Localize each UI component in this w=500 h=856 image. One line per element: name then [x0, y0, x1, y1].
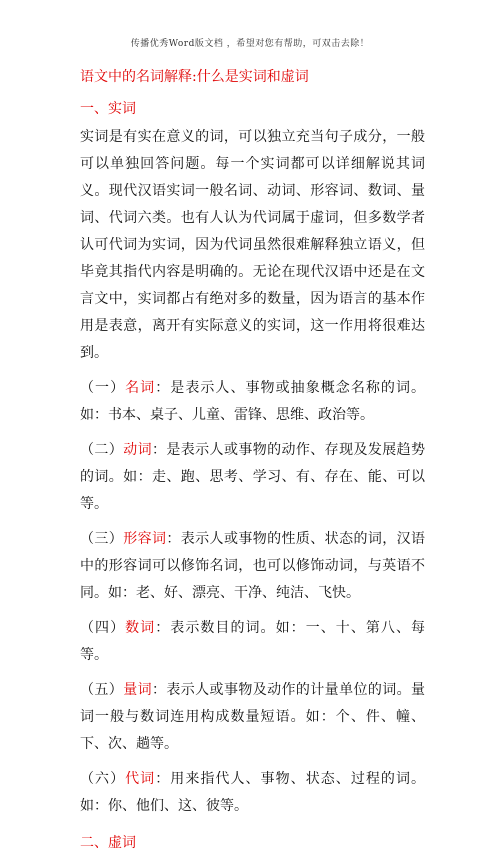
- list-item-daici: [80, 766, 425, 820]
- item-text: ：表示人或事物的性质、状态的词，汉语中的形容词可以修饰名词，也可以修饰动词，与英语不同。如：老、好、漂亮、干净、纯洁、飞快。: [80, 531, 426, 601]
- item-text: ：是表示人、事物或抽象概念名称的词。如：书本、桌子、儿童、雷锋、思维、政治等。: [80, 380, 426, 423]
- item-term: 代词: [125, 771, 156, 787]
- item-text: ：表示人或事物及动作的计量单位的词。量词一般与数词连用构成数量短语。如：个、件、幢、下、次、趟等。: [80, 682, 426, 752]
- item-prefix: （六）: [80, 771, 126, 787]
- item-term: 形容词: [123, 531, 167, 547]
- list-item-xingrongci: [80, 526, 425, 607]
- list-item-liangci: [80, 677, 425, 758]
- list-item-dongci: [80, 437, 425, 518]
- section-paragraph-shici: 实词是有实在意义的词，可以独立充当句子成分，一般可以单独回答问题。每一个实词都可以详细解说其词义。现代汉语实词一般名词、动词、形容词、数词、量词、代词六类。也有人认为代词属于虚词，但多数学者认可代词为实词，因为代词虽然很难解释独立语义，但毕竟其指代内容是明确的。无论在现代汉语中还是在文言文中，实词都占有绝对多的数量，因为语言的基本作用是表意，离开有实际意义的实词，这一作用将很难达到。: [80, 129, 425, 361]
- list-item-shuci: [80, 615, 425, 669]
- section-heading-xuci: 二、虚词: [80, 835, 136, 851]
- item-prefix: （一）: [80, 380, 126, 396]
- item-text: ：是表示人或事物的动作、存现及发展趋势的词。如：走、跑、思考、学习、有、存在、能、可以等。: [80, 442, 426, 512]
- item-prefix: （二）: [80, 442, 124, 458]
- document-title: 语文中的名词解释:什么是实词和虚词: [80, 69, 309, 85]
- item-prefix: （四）: [80, 620, 126, 636]
- document-body: [80, 64, 425, 856]
- item-text: ：表示数目的词。如：一、十、第八、每等。: [80, 620, 426, 663]
- item-prefix: （三）: [80, 531, 124, 547]
- item-term: 动词: [123, 442, 152, 458]
- item-term: 量词: [123, 682, 152, 698]
- item-prefix: （五）: [80, 682, 124, 698]
- section-heading-shici: 一、实词: [80, 101, 136, 117]
- item-text: ：用来指代人、事物、状态、过程的词。如：你、他们、这、彼等。: [80, 771, 426, 814]
- item-term: 数词: [125, 620, 156, 636]
- list-item-mingci: [80, 375, 425, 429]
- header-note: 传播优秀Word版文档 ，希望对您有帮助，可双击去除！: [130, 39, 370, 49]
- item-term: 名词: [125, 380, 156, 396]
